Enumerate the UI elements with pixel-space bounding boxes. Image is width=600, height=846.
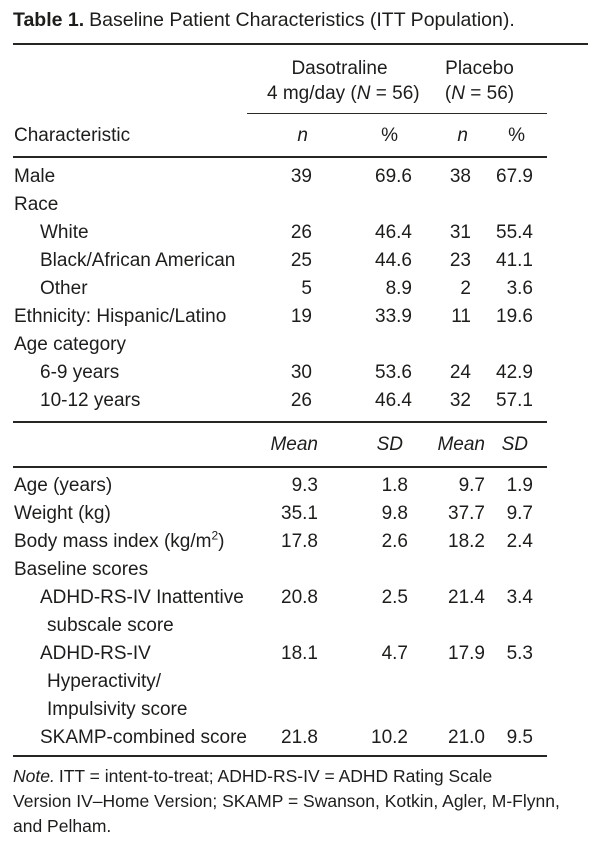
cell-value: 38 — [449, 166, 471, 187]
cell-value — [247, 331, 318, 359]
stat-header-spacer — [13, 422, 247, 467]
cell-value: 20.8 — [281, 587, 318, 608]
cell-value: 21.0 — [448, 727, 485, 748]
cell-value — [412, 556, 485, 584]
row-label: Male — [14, 166, 56, 187]
table-row — [13, 640, 547, 724]
cell-value: 26 — [290, 390, 312, 411]
table-row — [13, 724, 547, 756]
row-label: Other — [40, 278, 88, 299]
cell-value: 2.4 — [506, 531, 533, 552]
table-row — [13, 556, 547, 584]
cell-value: 4.7 — [381, 643, 408, 664]
cell-value: 1.8 — [381, 475, 408, 496]
cell-value: 9.8 — [381, 503, 408, 524]
baseline-characteristics-table — [13, 45, 547, 757]
table-row — [13, 528, 547, 556]
cell-value: 35.1 — [281, 503, 318, 524]
count-header-row — [13, 114, 547, 158]
row-label: ADHD-RS-IV Hyperactivity/ Impulsivity score — [40, 643, 188, 720]
cell-value: 46.4 — [375, 222, 412, 243]
n-symbol: N — [356, 83, 371, 104]
percent-column-header: % — [485, 114, 547, 158]
cell-value: 42.9 — [496, 362, 533, 383]
cell-value: 26 — [290, 222, 312, 243]
cell-value: 44.6 — [375, 250, 412, 271]
table-row — [13, 387, 547, 422]
n-column-header: n — [247, 114, 318, 158]
table-title-text: Baseline Patient Characteristics (ITT Population). — [89, 9, 515, 31]
row-label: Age category — [14, 334, 126, 355]
row-label: Age (years) — [14, 475, 113, 496]
note-line: and Pelham. — [13, 816, 112, 836]
note-label: Note. — [13, 766, 55, 786]
row-label: Baseline scores — [14, 559, 149, 580]
cell-value — [318, 191, 412, 219]
sd-column-header: SD — [485, 422, 547, 467]
group-header-dasotraline — [247, 45, 420, 114]
cell-value: 32 — [449, 390, 471, 411]
percent-column-header: % — [318, 114, 412, 158]
cell-value: 31 — [449, 222, 471, 243]
row-label: Ethnicity: Hispanic/Latino — [14, 306, 227, 327]
cell-value: 17.8 — [281, 531, 318, 552]
cell-value: 5.3 — [506, 643, 533, 664]
cell-value — [412, 331, 485, 359]
table-note — [13, 764, 588, 839]
table-row — [13, 359, 547, 387]
row-label: White — [40, 222, 89, 243]
note-line: Version IV–Home Version; SKAMP = Swanson, Kotkin, Agler, M-Flynn, — [13, 791, 560, 811]
dasotraline-group-n: 4 mg/day (N = 56) — [267, 83, 420, 104]
table-row — [13, 467, 547, 500]
table-title — [13, 8, 588, 33]
cell-value: 3.6 — [506, 278, 533, 299]
mean-column-header: Mean — [247, 422, 318, 467]
cell-value: 25 — [290, 250, 312, 271]
cell-value: 37.7 — [448, 503, 485, 524]
cell-value: 46.4 — [375, 390, 412, 411]
cell-value: 57.1 — [496, 390, 533, 411]
cell-value — [485, 191, 547, 219]
n-column-header: n — [412, 114, 485, 158]
cell-value: 2 — [460, 278, 471, 299]
cell-value: 2.5 — [381, 587, 408, 608]
group-header-placebo — [412, 45, 547, 114]
note-line — [13, 764, 588, 789]
cell-value: 2.6 — [381, 531, 408, 552]
table-row — [13, 157, 547, 191]
cell-value: 8.9 — [385, 278, 412, 299]
row-label: ADHD-RS-IV Inattentive subscale score — [40, 587, 244, 636]
cell-value: 55.4 — [496, 222, 533, 243]
stat-section — [13, 467, 547, 756]
table-number-label: Table 1. — [13, 9, 85, 31]
cell-value: 18.1 — [281, 643, 318, 664]
table-row — [13, 331, 547, 359]
cell-value: 33.9 — [375, 306, 412, 327]
dasotraline-group-title: Dasotraline — [291, 58, 388, 79]
cell-value: 9.7 — [506, 503, 533, 524]
cell-value: 53.6 — [375, 362, 412, 383]
cell-value: 18.2 — [448, 531, 485, 552]
note-text: ITT = intent-to-treat; ADHD-RS-IV = ADHD Rating Scale — [58, 766, 493, 786]
cell-value: 10.2 — [371, 727, 408, 748]
characteristic-column-header: Characteristic — [13, 114, 247, 158]
cell-value: 24 — [449, 362, 471, 383]
cell-value — [485, 331, 547, 359]
n-symbol: N — [451, 83, 465, 104]
row-label: SKAMP-combined score — [40, 727, 247, 748]
table-row — [13, 500, 547, 528]
cell-value: 19.6 — [496, 306, 533, 327]
sd-column-header: SD — [318, 422, 412, 467]
cell-value — [247, 191, 318, 219]
treatment-group-header-row — [13, 45, 547, 114]
cell-value: 9.7 — [458, 475, 485, 496]
cell-value — [485, 556, 547, 584]
row-label: Weight (kg) — [14, 503, 111, 524]
table-row — [13, 191, 547, 219]
cell-value — [412, 191, 485, 219]
cell-value: 21.4 — [448, 587, 485, 608]
cell-value: 1.9 — [506, 475, 533, 496]
cell-value — [318, 331, 412, 359]
cell-value: 19 — [290, 306, 312, 327]
cell-value: 21.8 — [281, 727, 318, 748]
table-row — [13, 584, 547, 640]
cell-value — [247, 556, 318, 584]
table-row — [13, 247, 547, 275]
row-label: Black/African American — [40, 250, 236, 271]
placebo-group-n: (N = 56) — [444, 83, 515, 104]
cell-value: 9.3 — [291, 475, 318, 496]
table-row — [13, 219, 547, 247]
cell-value: 3.4 — [506, 587, 533, 608]
cell-value: 9.5 — [506, 727, 533, 748]
placebo-group-title: Placebo — [445, 58, 514, 79]
count-section — [13, 157, 547, 422]
table-row — [13, 275, 547, 303]
row-label: Race — [14, 194, 59, 215]
cell-value: 41.1 — [496, 250, 533, 271]
cell-value: 30 — [290, 362, 312, 383]
cell-value: 39 — [290, 166, 312, 187]
group-header-spacer — [13, 45, 247, 114]
cell-value: 17.9 — [448, 643, 485, 664]
cell-value: 5 — [301, 278, 312, 299]
cell-value: 23 — [449, 250, 471, 271]
cell-value: 11 — [451, 306, 471, 327]
cell-value — [318, 556, 412, 584]
mean-column-header: Mean — [412, 422, 485, 467]
mean-sd-header-row — [13, 422, 547, 467]
row-label: 10-12 years — [40, 390, 141, 411]
cell-value: 69.6 — [375, 166, 412, 187]
cell-value: 67.9 — [496, 166, 533, 187]
row-label: Body mass index $(kg/m^2)$ — [14, 528, 225, 552]
row-label: 6-9 years — [40, 362, 120, 383]
table-row — [13, 303, 547, 331]
